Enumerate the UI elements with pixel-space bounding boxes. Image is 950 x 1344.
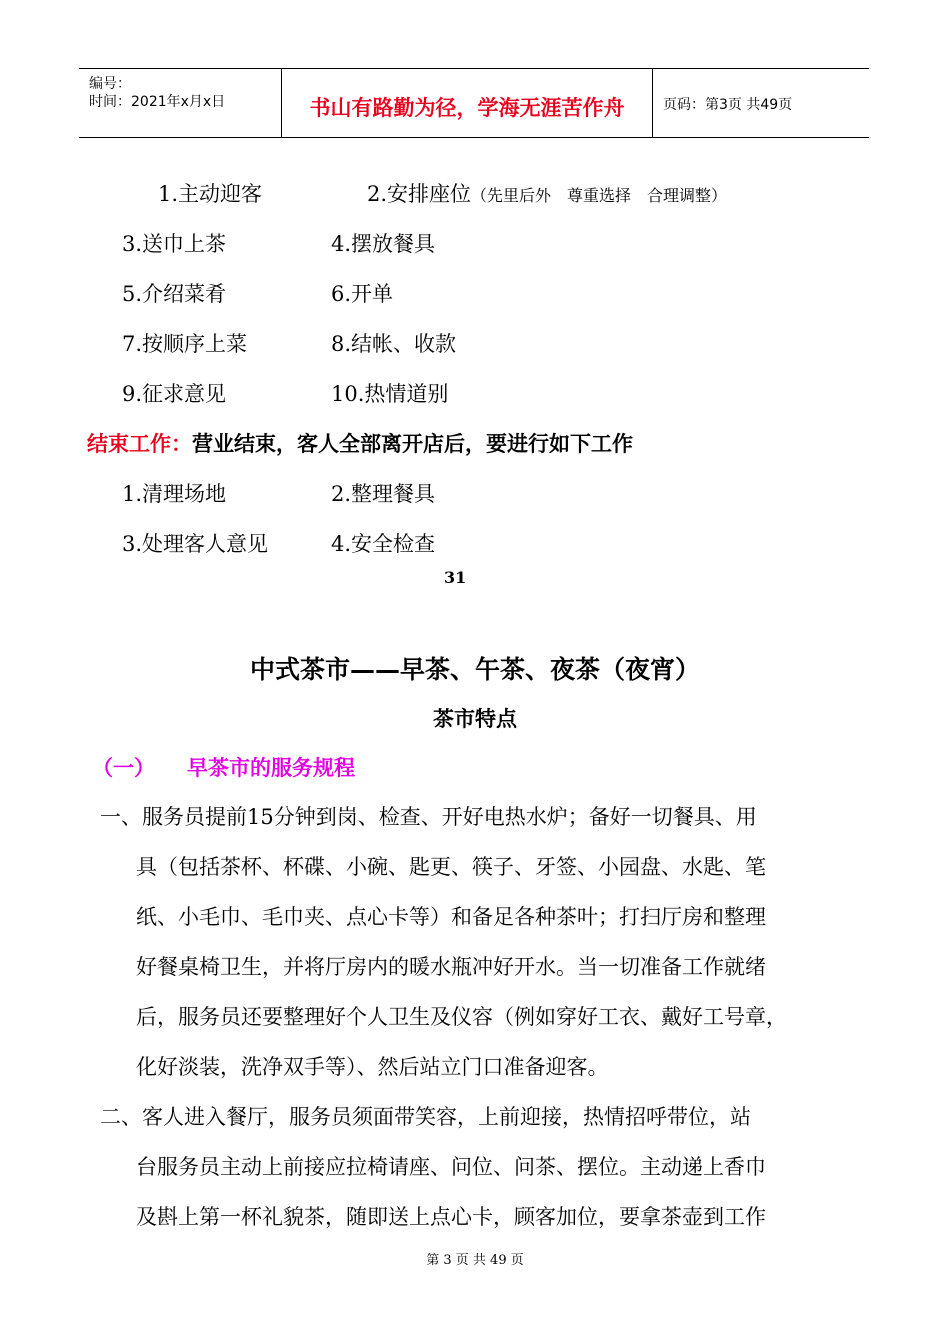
step-2-note: （先里后外 尊重选择 合理调整） bbox=[471, 186, 728, 205]
end-work-label: 结束工作： bbox=[87, 431, 192, 456]
paragraph-line-5: 后，服务员还要整理好个人卫生及仪容（例如穿好工衣、戴好工号章， bbox=[136, 1005, 787, 1029]
main-title: 中式茶市——早茶、午茶、夜茶（夜宵） bbox=[249, 655, 700, 684]
step-8: 8.结帐、收款 bbox=[331, 332, 457, 356]
step-2 bbox=[367, 178, 727, 208]
motto: 书山有路勤为径，学海无涯苦作舟 bbox=[309, 95, 625, 120]
section-heading: 早茶市的服务规程 bbox=[187, 755, 355, 780]
step-5: 5.介绍菜肴 bbox=[122, 282, 227, 306]
end-work-line bbox=[87, 428, 633, 458]
paragraph-line-7: 二、客人进入餐厅，服务员须面带笑容，上前迎接，热情招呼带位，站 bbox=[100, 1105, 751, 1129]
paragraph-line-8: 台服务员主动上前接应拉椅请座、问位、问茶、摆位。主动递上香巾 bbox=[136, 1155, 766, 1179]
paragraph-line-1: 一、服务员提前15分钟到岗、检查、开好电热水炉；备好一切餐具、用 bbox=[100, 805, 757, 829]
step-1: 1.主动迎客 bbox=[158, 182, 263, 206]
step-7: 7.按顺序上菜 bbox=[122, 332, 248, 356]
page-info: 页码：第3页 共49页 bbox=[663, 97, 793, 113]
end-work-text: 营业结束，客人全部离开店后，要进行如下工作 bbox=[192, 431, 633, 456]
step-4: 4.摆放餐具 bbox=[331, 232, 436, 256]
number-label: 编号： bbox=[89, 76, 131, 92]
header-page-cell bbox=[653, 69, 869, 137]
section-number: （一） bbox=[92, 755, 155, 780]
paragraph-line-9: 及斟上第一杯礼貌茶，随即送上点心卡，顾客加位，要拿茶壶到工作 bbox=[136, 1205, 766, 1229]
end-item-4: 4.安全检查 bbox=[331, 532, 436, 556]
sub-title: 茶市特点 bbox=[433, 706, 517, 731]
step-3: 3.送巾上茶 bbox=[122, 232, 227, 256]
header-meta-cell bbox=[79, 69, 282, 137]
time-label: 时间：2021年x月x日 bbox=[89, 94, 226, 110]
step-6: 6.开单 bbox=[331, 282, 394, 306]
paragraph-line-4: 好餐桌椅卫生，并将厅房内的暖水瓶冲好开水。当一切准备工作就绪 bbox=[136, 955, 766, 979]
step-2-label: 2.安排座位 bbox=[367, 182, 472, 206]
page-footer: 第 3 页 共 49 页 bbox=[426, 1253, 524, 1268]
end-item-2: 2.整理餐具 bbox=[331, 482, 436, 506]
end-item-3: 3.处理客人意见 bbox=[122, 532, 269, 556]
step-9: 9.征求意见 bbox=[122, 382, 227, 406]
paragraph-line-3: 纸、小毛巾、毛巾夹、点心卡等）和备足各种茶叶；打扫厅房和整理 bbox=[136, 905, 766, 929]
step-10: 10.热情道别 bbox=[331, 382, 449, 406]
header-motto-cell bbox=[282, 69, 653, 137]
page-header bbox=[79, 68, 869, 138]
end-item-1: 1.清理场地 bbox=[122, 482, 227, 506]
paragraph-line-2: 具（包括茶杯、杯碟、小碗、匙更、筷子、牙签、小园盘、水匙、笔 bbox=[136, 855, 766, 879]
page-marker: 31 bbox=[444, 568, 467, 587]
paragraph-line-6: 化好淡装，洗净双手等）、然后站立门口准备迎客。 bbox=[136, 1055, 609, 1079]
